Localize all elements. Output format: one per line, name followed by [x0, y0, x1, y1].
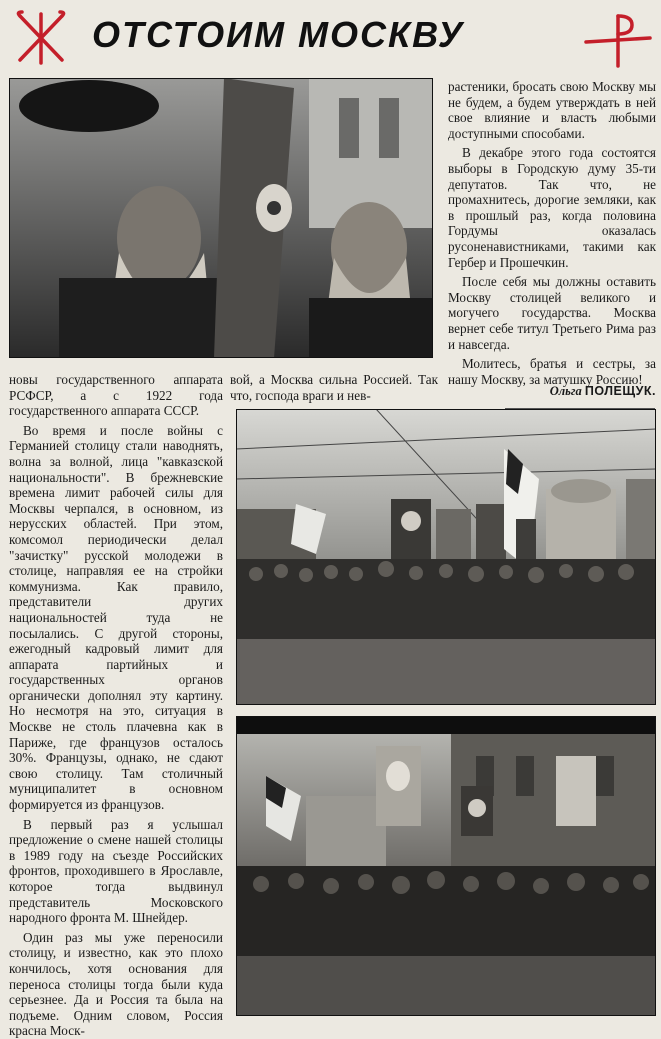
paragraph: Один раз мы уже переносили столицу, и известно, как это плохо кончилось, хотя основания для переноса столицы тогда были куда серьезнее. Да и Россия та была на подъеме. Одним словом, Россия красна Моск- — [9, 929, 223, 1039]
left-symbol-icon — [12, 8, 70, 68]
author-first-name: Ольга — [549, 384, 582, 398]
paragraph: После себя мы должны оставить Москву столицей великого и могучего государства. Москва вернет себе титул Третьего Рима раз и навсегда. — [448, 274, 656, 352]
article-column-middle — [230, 372, 438, 403]
author-signature — [520, 384, 656, 399]
page-title: ОТСТОИМ МОСКВУ — [92, 14, 465, 55]
article-column-left — [9, 372, 223, 1039]
paragraph: Молитесь, братья и сестры, за нашу Москву, за матушку Россию! — [448, 356, 656, 387]
photo-marching-procession — [236, 716, 656, 1016]
paragraph: В декабре этого года состоятся выборы в Городскую думу 35-ти депутатов. Так что, не промахнитесь, дорогие земляки, как в прошлый раз, когда половина Гордумы оказалась русоненавистниками, такими как Гербер и Прошечкин. — [448, 145, 656, 270]
paragraph: вой, а Москва сильна Россией. Так что, господа враги и нев- — [230, 372, 438, 403]
paragraph: В первый раз я услышал предложение о смене нашей столицы в 1989 году на съезде Российских фронтов, проходившего в Ярославле, которое тогда выдвинул представитель Московского народного фронта М. Шнейдер. — [9, 816, 223, 926]
article-column-top-right — [448, 79, 656, 387]
right-symbol-icon — [580, 6, 654, 70]
paragraph: новы государственного аппарата РСФСР, а с 1922 года государственного аппарата СССР. — [9, 372, 223, 419]
paragraph: Во время и после войны с Германией столицу стали наводнять, волна за волной, лица "кавказской национальности". В брежневские времена лимит рабочей силы для Москвы черпался, в основном, из нерусских областей. При этом, комсомол периодически делал "зачистку" русской молодежи в столице, направляя ее на стройки коммунизма. Как правило, представители других национальностей туда не посылались. С другой стороны, ежегодный кадровый лимит для аппарата партийных и государственных органов органически дополнял эту картину. Но несмотря на это, ситуация в Москве не столь плачевна как в Париже, где французов осталось 30%. Французы, однако, не сдают свою столицу. Там столичный муниципалитет в основном формируется из французов. — [9, 422, 223, 813]
photo-procession-banners — [236, 409, 656, 705]
author-last-name: ПОЛЕЩУК. — [584, 384, 656, 398]
header — [0, 0, 661, 76]
photo-bearded-men — [9, 78, 433, 358]
paragraph: растеники, бросать свою Москву мы не будем, а будем утверждать в ней свое влияние и власть любыми доступными способами. — [448, 79, 656, 141]
